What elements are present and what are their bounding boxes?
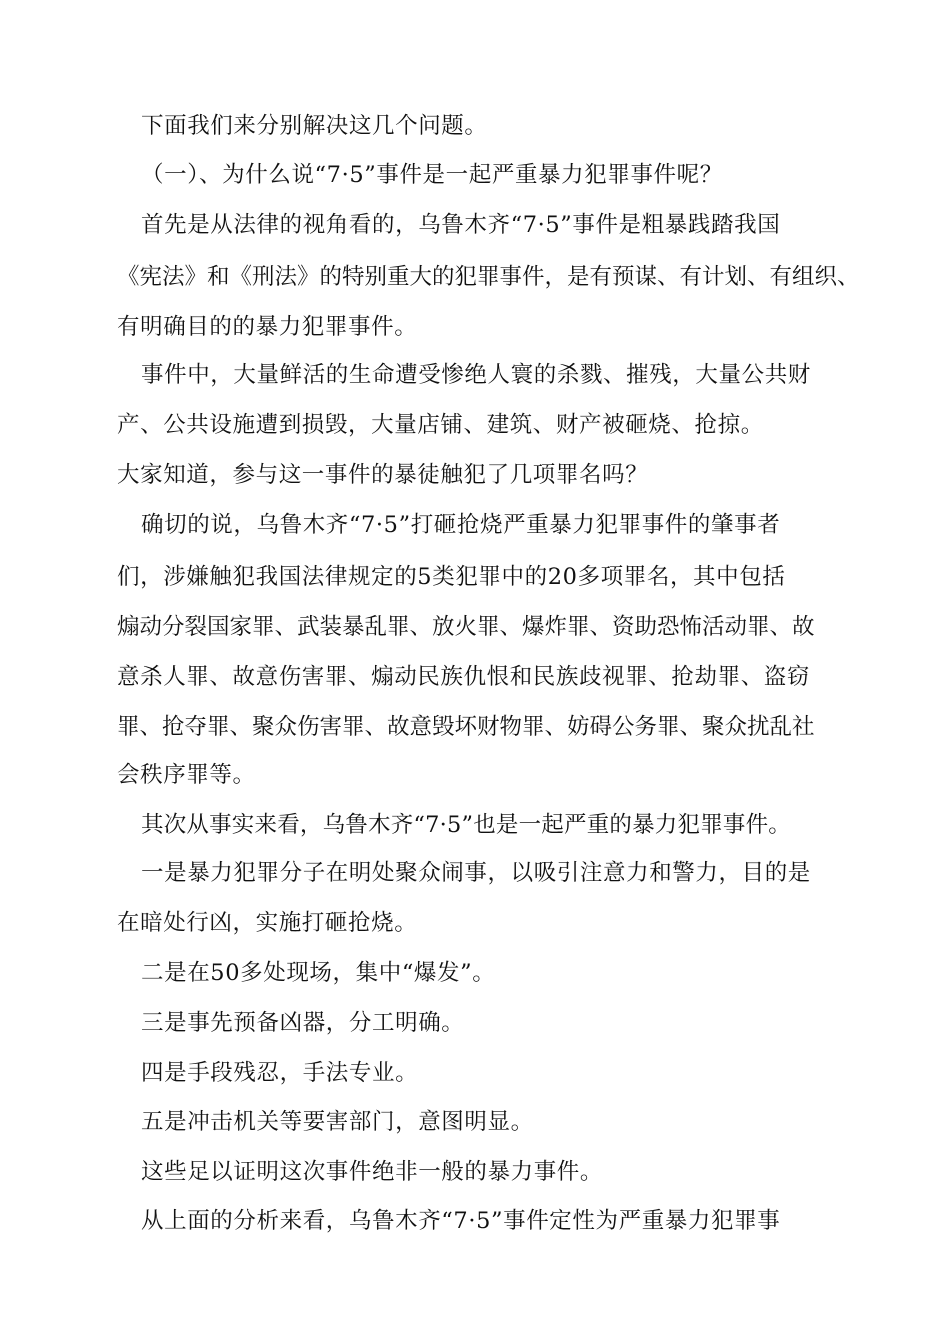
paragraph-line: 三是事先预备凶器，分工明确。 bbox=[141, 1010, 465, 1036]
paragraph-line: 首先是从法律的视角看的，乌鲁木齐“7·5”事件是粗暴践踏我国 bbox=[141, 212, 781, 238]
paragraph-line: 事件中，大量鲜活的生命遭受惨绝人寰的杀戮、摧残，大量公共财 bbox=[141, 362, 811, 388]
paragraph-line: 一是暴力犯罪分子在明处聚众闹事，以吸引注意力和警力，目的是 bbox=[141, 860, 811, 886]
paragraph-line: 在暗处行凶，实施打砸抢烧。 bbox=[117, 910, 418, 936]
paragraph-line: 下面我们来分别解决这几个问题。 bbox=[141, 113, 488, 139]
paragraph-line: 其次从事实来看，乌鲁木齐“7·5”也是一起严重的暴力犯罪事件。 bbox=[141, 812, 791, 838]
paragraph-line: 意杀人罪、故意伤害罪、煽动民族仇恨和民族歧视罪、抢劫罪、盗窃 bbox=[117, 664, 811, 690]
paragraph-line: 这些足以证明这次事件绝非一般的暴力事件。 bbox=[141, 1159, 604, 1185]
paragraph-line: 产、公共设施遭到损毁，大量店铺、建筑、财产被砸烧、抢掠。 bbox=[117, 412, 764, 438]
paragraph-line: 罪、抢夺罪、聚众伤害罪、故意毁坏财物罪、妨碍公务罪、聚众扰乱社 bbox=[117, 714, 815, 740]
paragraph-line: 从上面的分析来看，乌鲁木齐“7·5”事件定性为严重暴力犯罪事 bbox=[141, 1208, 781, 1234]
paragraph-line: 四是手段残忍，手法专业。 bbox=[141, 1060, 419, 1086]
paragraph-line: 煽动分裂国家罪、武装暴乱罪、放火罪、爆炸罪、资助恐怖活动罪、故 bbox=[117, 614, 815, 640]
paragraph-line: 五是冲击机关等要害部门，意图明显。 bbox=[141, 1109, 534, 1135]
paragraph-line: 大家知道，参与这一事件的暴徒触犯了几项罪名吗？ bbox=[117, 462, 649, 488]
paragraph-line: 有明确目的的暴力犯罪事件。 bbox=[117, 314, 418, 340]
section-heading: （一）、为什么说“7·5”事件是一起严重暴力犯罪事件呢？ bbox=[141, 162, 723, 188]
paragraph-line: 们，涉嫌触犯我国法律规定的5类犯罪中的20多项罪名，其中包括 bbox=[117, 564, 786, 590]
paragraph-line: 《宪法》和《刑法》的特别重大的犯罪事件，是有预谋、有计划、有组织、 bbox=[117, 264, 860, 290]
paragraph-line: 确切的说，乌鲁木齐“7·5”打砸抢烧严重暴力犯罪事件的肇事者 bbox=[141, 512, 781, 538]
paragraph-line: 二是在50多处现场，集中“爆发”。 bbox=[141, 960, 496, 986]
paragraph-line: 会秩序罪等。 bbox=[117, 762, 256, 788]
